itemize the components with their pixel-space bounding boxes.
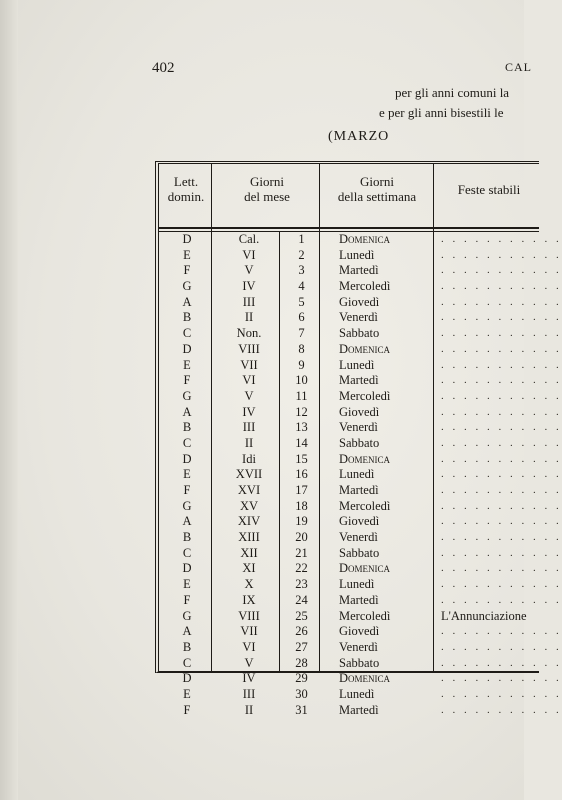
dominical-letter: A bbox=[182, 624, 192, 639]
table-row bbox=[159, 420, 562, 436]
day-number: 29 bbox=[295, 671, 308, 686]
day-number: 16 bbox=[295, 467, 308, 482]
day-number: 15 bbox=[295, 451, 308, 466]
roman-date: VII bbox=[240, 624, 258, 639]
table-row bbox=[159, 357, 562, 374]
table-row bbox=[159, 451, 562, 468]
weekday: Giovedì bbox=[339, 404, 380, 419]
weekday: Venerdì bbox=[339, 420, 378, 435]
feast-cell: . . . . . . . . . . . bbox=[441, 280, 562, 293]
day-number: 4 bbox=[298, 279, 305, 294]
day-number: 3 bbox=[298, 263, 305, 278]
weekday: Mercoledì bbox=[339, 608, 391, 623]
feast-cell: . . . . . . . . . . . bbox=[441, 295, 562, 308]
dominical-letter: D bbox=[182, 341, 192, 356]
weekday: Lunedì bbox=[339, 577, 375, 592]
subtitle-line-1: per gli anni comuni la bbox=[395, 85, 510, 100]
day-number: 24 bbox=[295, 592, 308, 607]
feast-cell: . . . . . . . . . . . bbox=[441, 327, 562, 340]
feast-cell: . . . . . . . . . . . bbox=[441, 499, 562, 512]
table-row bbox=[159, 279, 562, 295]
table-row bbox=[159, 624, 562, 640]
feast-cell: . . . . . . . . . . . bbox=[441, 625, 562, 638]
table-row bbox=[159, 310, 562, 326]
dominical-letter: D bbox=[182, 451, 192, 466]
dominical-letter: A bbox=[182, 514, 192, 529]
feast-cell: . . . . . . . . . . . bbox=[441, 562, 562, 575]
feast-cell: . . . . . . . . . . . bbox=[441, 672, 562, 685]
roman-date: VIII bbox=[238, 608, 260, 623]
weekday: Lunedì bbox=[339, 686, 375, 701]
header-rule bbox=[159, 227, 539, 229]
feast-cell: . . . . . . . . . . . bbox=[441, 374, 562, 387]
weekday: Lunedì bbox=[339, 357, 375, 372]
table-row bbox=[159, 530, 562, 546]
weekday: Domenica bbox=[339, 561, 391, 576]
feast-cell: . . . . . . . . . . . bbox=[441, 311, 562, 324]
roman-date: XI bbox=[242, 561, 256, 576]
day-number: 23 bbox=[295, 577, 308, 592]
feast-cell: . . . . . . . . . . . bbox=[441, 248, 562, 261]
day-number: 2 bbox=[298, 247, 305, 262]
table-row bbox=[159, 326, 562, 342]
day-number: 11 bbox=[295, 388, 308, 403]
roman-date: Cal. bbox=[238, 232, 260, 246]
day-number: 30 bbox=[295, 686, 308, 701]
feast-cell: . . . . . . . . . . . bbox=[441, 358, 562, 371]
dominical-letter: E bbox=[183, 577, 191, 592]
weekday: Domenica bbox=[339, 671, 391, 686]
roman-date: III bbox=[242, 294, 256, 309]
table-body bbox=[159, 232, 562, 718]
weekday: Martedì bbox=[339, 373, 379, 388]
weekday: Venerdì bbox=[339, 310, 378, 325]
dominical-letter: D bbox=[182, 232, 192, 246]
feast-cell: . . . . . . . . . . . bbox=[441, 578, 562, 591]
day-number: 14 bbox=[295, 435, 308, 450]
weekday: Martedì bbox=[339, 702, 379, 717]
weekday: Sabbato bbox=[339, 655, 380, 670]
dominical-letter: B bbox=[182, 530, 192, 545]
roman-date: Non. bbox=[236, 326, 262, 341]
weekday: Sabbato bbox=[339, 545, 380, 560]
roman-date: II bbox=[244, 702, 254, 717]
feast-cell: L'Annunciazione bbox=[441, 608, 527, 623]
feast-cell: . . . . . . . . . . . bbox=[441, 468, 562, 481]
table-row bbox=[159, 671, 562, 687]
weekday: Giovedì bbox=[339, 294, 380, 309]
table-row bbox=[159, 483, 562, 499]
dominical-letter: G bbox=[182, 498, 192, 513]
roman-date: V bbox=[244, 388, 254, 403]
weekday: Venerdì bbox=[339, 639, 378, 654]
feast-cell: . . . . . . . . . . . bbox=[441, 703, 562, 716]
day-number: 19 bbox=[295, 514, 308, 529]
weekday: Lunedì bbox=[339, 467, 375, 482]
table-row bbox=[159, 514, 562, 530]
roman-date: IV bbox=[242, 279, 256, 294]
table-row bbox=[159, 561, 562, 577]
day-number: 17 bbox=[295, 483, 308, 497]
weekday: Sabbato bbox=[339, 326, 380, 341]
table-row bbox=[159, 686, 562, 703]
feast-cell: . . . . . . . . . . . bbox=[441, 264, 562, 277]
feast-cell: . . . . . . . . . . . bbox=[441, 656, 562, 669]
weekday: Giovedì bbox=[339, 624, 380, 639]
table-row bbox=[159, 232, 562, 248]
weekday: Domenica bbox=[339, 451, 391, 466]
day-number: 13 bbox=[295, 420, 308, 435]
table-row bbox=[159, 592, 562, 609]
feast-cell: . . . . . . . . . . . bbox=[441, 436, 562, 449]
subtitle-line-2: e per gli anni bisestili le bbox=[379, 105, 504, 120]
page-number: 402 bbox=[152, 60, 175, 76]
table-row bbox=[159, 373, 562, 389]
table-row bbox=[159, 341, 562, 358]
roman-date: X bbox=[244, 577, 254, 592]
feast-cell: . . . . . . . . . . . bbox=[441, 342, 562, 355]
table-row bbox=[159, 498, 562, 515]
dominical-letter: E bbox=[183, 467, 191, 482]
header-lettera: Lett. domin. bbox=[167, 174, 205, 204]
roman-date: XIII bbox=[238, 530, 260, 545]
day-number: 6 bbox=[298, 310, 305, 325]
weekday: Mercoledì bbox=[339, 388, 391, 403]
table-row bbox=[159, 247, 562, 264]
dominical-letter: F bbox=[183, 263, 191, 278]
table-row bbox=[159, 404, 562, 421]
roman-date: XVI bbox=[237, 483, 261, 497]
weekday: Domenica bbox=[339, 341, 391, 356]
day-number: 12 bbox=[295, 404, 308, 419]
day-number: 27 bbox=[295, 639, 308, 654]
roman-date: VI bbox=[242, 373, 256, 388]
day-number: 20 bbox=[295, 530, 308, 545]
weekday: Martedì bbox=[339, 592, 379, 607]
dominical-letter: B bbox=[182, 639, 192, 654]
dominical-letter: E bbox=[183, 357, 191, 372]
header-giorni-settimana: Giorni della settimana bbox=[337, 174, 417, 204]
table-row bbox=[159, 702, 562, 719]
roman-date: IX bbox=[242, 592, 256, 607]
table-header bbox=[159, 164, 539, 227]
dominical-letter: D bbox=[182, 561, 192, 576]
feast-cell: . . . . . . . . . . . bbox=[441, 452, 562, 465]
day-number: 21 bbox=[295, 545, 308, 560]
dominical-letter: A bbox=[182, 404, 192, 419]
day-number: 9 bbox=[298, 357, 305, 372]
roman-date: III bbox=[242, 686, 256, 701]
feast-cell: . . . . . . . . . . . bbox=[441, 687, 562, 700]
month-title: (MARZO bbox=[328, 129, 390, 144]
day-number: 10 bbox=[295, 373, 308, 388]
roman-date: IV bbox=[242, 671, 256, 686]
weekday: Mercoledì bbox=[339, 498, 391, 513]
table-row bbox=[159, 263, 562, 279]
roman-date: V bbox=[244, 263, 254, 278]
dominical-letter: D bbox=[182, 671, 192, 686]
dominical-letter: F bbox=[183, 592, 191, 607]
header-giorni-mese: Giorni del mese bbox=[244, 174, 290, 204]
dominical-letter: C bbox=[182, 545, 192, 560]
weekday: Venerdì bbox=[339, 530, 378, 545]
feast-cell: . . . . . . . . . . . bbox=[441, 405, 562, 418]
roman-date: XIV bbox=[237, 514, 261, 529]
table-row bbox=[159, 639, 562, 656]
weekday: Lunedì bbox=[339, 247, 375, 262]
roman-date: VI bbox=[242, 639, 256, 654]
table-row bbox=[159, 388, 562, 405]
table-row bbox=[159, 435, 562, 452]
dominical-letter: G bbox=[182, 608, 192, 623]
day-number: 25 bbox=[295, 608, 308, 623]
header-feste: Feste stabili bbox=[457, 182, 521, 197]
table-row bbox=[159, 294, 562, 311]
feast-cell: . . . . . . . . . . . bbox=[441, 484, 562, 496]
feast-cell: . . . . . . . . . . . bbox=[441, 421, 562, 434]
dominical-letter: F bbox=[183, 702, 191, 717]
dominical-letter: C bbox=[182, 655, 192, 670]
dominical-letter: A bbox=[182, 294, 192, 309]
table-row bbox=[159, 609, 539, 625]
roman-date: VIII bbox=[238, 341, 260, 356]
page-gutter bbox=[0, 0, 18, 800]
dominical-letter: B bbox=[182, 420, 192, 435]
dominical-letter: C bbox=[182, 435, 192, 450]
roman-date: Idi bbox=[242, 451, 256, 466]
weekday: Martedì bbox=[339, 263, 379, 278]
running-head: CAL bbox=[505, 60, 532, 74]
feast-cell: . . . . . . . . . . . bbox=[441, 640, 562, 653]
roman-date: VII bbox=[240, 357, 258, 372]
dominical-letter: G bbox=[182, 279, 192, 294]
dominical-letter: C bbox=[182, 326, 192, 341]
feast-cell: . . . . . . . . . . . bbox=[441, 531, 562, 544]
weekday: Domenica bbox=[339, 232, 391, 246]
table-row bbox=[159, 467, 562, 483]
feast-cell: . . . . . . . . . . . bbox=[441, 593, 562, 606]
roman-date: VI bbox=[242, 247, 256, 262]
table-row bbox=[159, 655, 562, 672]
day-number: 31 bbox=[295, 702, 308, 717]
month-name: MARZO bbox=[333, 129, 390, 144]
feast-cell: . . . . . . . . . . . bbox=[441, 515, 562, 528]
day-number: 5 bbox=[298, 294, 305, 309]
dominical-letter: E bbox=[183, 247, 191, 262]
day-number: 28 bbox=[295, 655, 308, 670]
dominical-letter: B bbox=[182, 310, 192, 325]
table-row bbox=[159, 545, 562, 562]
roman-date: III bbox=[242, 420, 256, 435]
dominical-letter: F bbox=[183, 483, 191, 497]
weekday: Mercoledì bbox=[339, 279, 391, 294]
feast-cell: . . . . . . . . . . . bbox=[441, 389, 562, 402]
day-number: 8 bbox=[298, 341, 305, 356]
dominical-letter: E bbox=[183, 686, 191, 701]
roman-date: II bbox=[244, 435, 254, 450]
day-number: 1 bbox=[298, 232, 305, 246]
day-number: 18 bbox=[295, 498, 308, 513]
feast-cell: . . . . . . . . . . . bbox=[441, 233, 562, 245]
weekday: Giovedì bbox=[339, 514, 380, 529]
table-row bbox=[159, 577, 562, 593]
roman-date: XVII bbox=[235, 467, 263, 482]
weekday: Sabbato bbox=[339, 435, 380, 450]
day-number: 26 bbox=[295, 624, 308, 639]
roman-date: IV bbox=[242, 404, 256, 419]
dominical-letter: G bbox=[182, 388, 192, 403]
day-number: 22 bbox=[295, 561, 308, 576]
roman-date: XV bbox=[239, 498, 259, 513]
roman-date: XII bbox=[240, 545, 258, 560]
feast-cell: . . . . . . . . . . . bbox=[441, 546, 562, 559]
dominical-letter: F bbox=[183, 373, 191, 388]
calendar-table bbox=[155, 161, 562, 717]
day-number: 7 bbox=[298, 326, 305, 341]
weekday: Martedì bbox=[339, 483, 379, 497]
roman-date: V bbox=[244, 655, 254, 670]
roman-date: II bbox=[244, 310, 254, 325]
